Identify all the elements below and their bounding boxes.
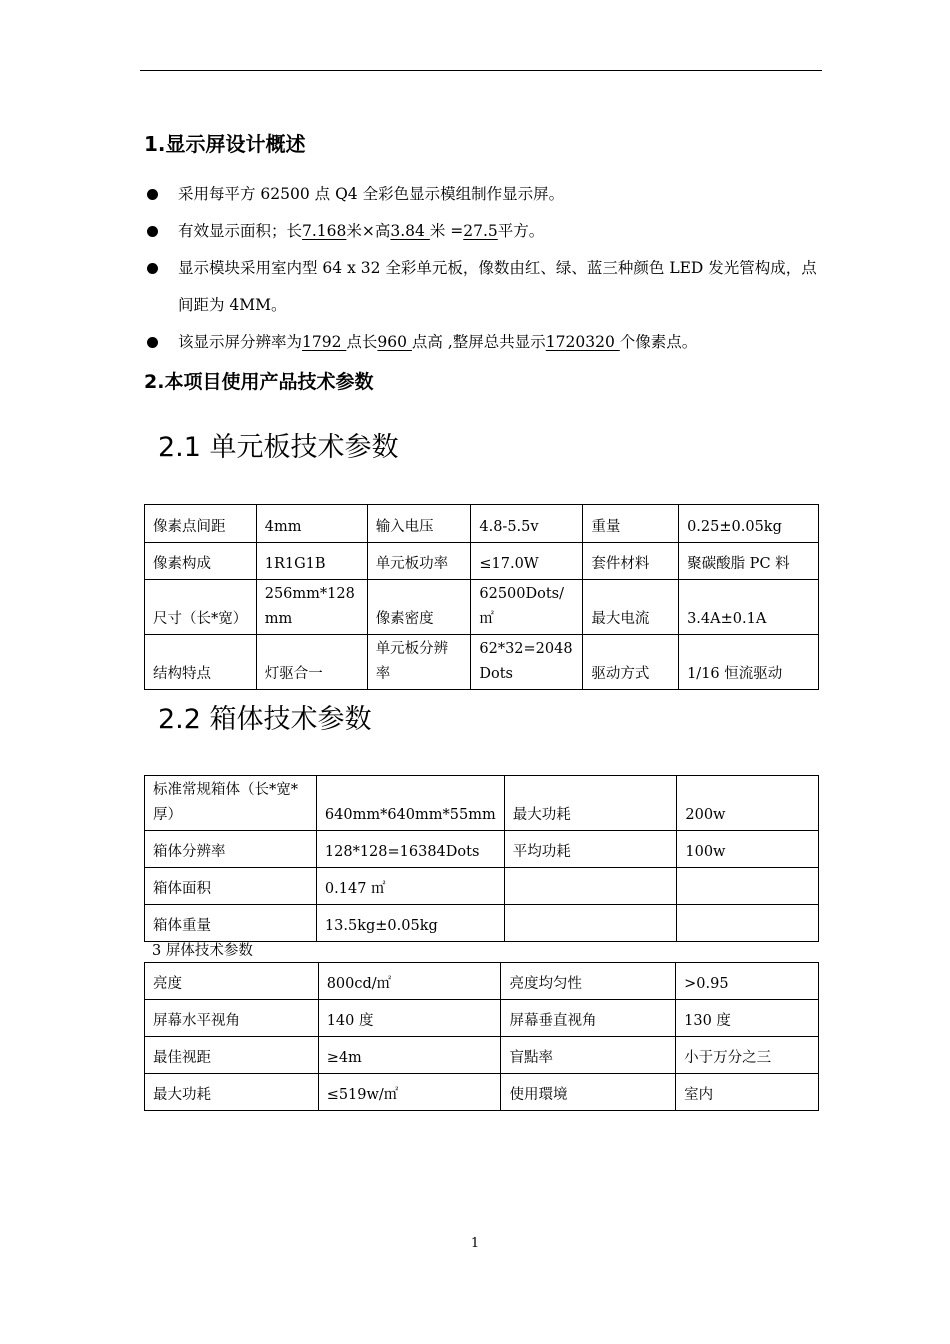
table-cell: 像素点间距 [145, 505, 257, 543]
resolution-width-value: 1792 [302, 333, 347, 351]
bullet-item: 采用每平方 62500 点 Q4 全彩色显示模组制作显示屏。 [144, 176, 824, 213]
table-cell: 亮度均匀性 [501, 963, 676, 1000]
table-row [145, 963, 819, 1000]
table-cell: 标准常规箱体（长*宽*厚） [145, 776, 317, 831]
table-cell: 最大电流 [583, 580, 679, 635]
table-cell: 4.8-5.5v [471, 505, 583, 543]
table-cell: 0.147 ㎡ [316, 868, 504, 905]
bullet-dot-icon [147, 189, 158, 200]
table-cell: 200w [677, 776, 819, 831]
table-cell: 平均功耗 [504, 831, 677, 868]
table-cell: 屏幕水平视角 [145, 1000, 319, 1037]
table-cell: 像素构成 [145, 543, 257, 580]
section-1-heading: 1.显示屏设计概述 [144, 132, 306, 156]
table-cell: 256mm*128 mm [256, 580, 367, 635]
screen-length-value: 7.168 [302, 222, 347, 240]
table-cell: 尺寸（长*宽） [145, 580, 257, 635]
table-cell: 灯驱合一 [256, 635, 367, 690]
table-cell: 最佳视距 [145, 1037, 319, 1074]
table-cell: ≥4m [318, 1037, 501, 1074]
table-cell [504, 868, 677, 905]
resolution-height-value: 960 [377, 333, 412, 351]
table-cell: 3.4A±0.1A [679, 580, 819, 635]
bullet-dot-icon [147, 337, 158, 348]
screen-area-value: 27.5 [463, 222, 498, 240]
table-cell: 62*32=2048 Dots [471, 635, 583, 690]
table-cell: 13.5kg±0.05kg [316, 905, 504, 942]
table-cell: 单元板分辨率 [367, 635, 471, 690]
section-2-1-heading: 2.1 单元板技术参数 [158, 432, 399, 463]
bullet-item: 显示模块采用室内型 64 x 32 全彩单元板，像数由红、绿、蓝三种颜色 LED 发光管构成，点间距为 4MM。 [144, 250, 824, 324]
table-cell: 640mm*640mm*55mm [316, 776, 504, 831]
table-cell: 套件材料 [583, 543, 679, 580]
table-cell: 箱体面积 [145, 868, 317, 905]
table-row [145, 868, 819, 905]
bullet-dot-icon [147, 226, 158, 237]
total-pixels-value: 1720320 [545, 333, 620, 351]
table-row [145, 635, 819, 690]
table-cell: 输入电压 [367, 505, 471, 543]
table-cell: 亮度 [145, 963, 319, 1000]
table-cell: 最大功耗 [145, 1074, 319, 1111]
table-cell: 聚碳酸脂 PC 料 [679, 543, 819, 580]
table-cell: 0.25±0.05kg [679, 505, 819, 543]
page-number: 1 [470, 1236, 480, 1251]
table-cell: 驱动方式 [583, 635, 679, 690]
table-cell: 128*128=16384Dots [316, 831, 504, 868]
bullet-item: 有效显示面积；长7.168米×高3.84 米 =27.5平方。 [144, 213, 824, 250]
table-cell: 100w [677, 831, 819, 868]
table-row [145, 831, 819, 868]
table-cell: 1R1G1B [256, 543, 367, 580]
table-cell [677, 905, 819, 942]
screen-height-value: 3.84 [390, 222, 430, 240]
table-cell: 62500Dots/㎡ [471, 580, 583, 635]
table-cell: 室内 [676, 1074, 819, 1111]
table-row [145, 905, 819, 942]
table-cell [504, 905, 677, 942]
unit-board-spec-table [144, 504, 819, 690]
table-cell: 最大功耗 [504, 776, 677, 831]
table-row [145, 776, 819, 831]
table-cell: 箱体分辨率 [145, 831, 317, 868]
table-cell: 盲點率 [501, 1037, 676, 1074]
table-cell: 结构特点 [145, 635, 257, 690]
header-rule [140, 70, 822, 71]
table-cell: ≤519w/㎡ [318, 1074, 501, 1111]
cabinet-spec-table [144, 775, 819, 942]
table-cell: 单元板功率 [367, 543, 471, 580]
table-row [145, 505, 819, 543]
table-cell: 140 度 [318, 1000, 501, 1037]
table-cell: 箱体重量 [145, 905, 317, 942]
table-cell [677, 868, 819, 905]
overview-bullet-list [144, 176, 824, 361]
table-row [145, 580, 819, 635]
table-row [145, 1000, 819, 1037]
table-row [145, 543, 819, 580]
section-2-heading: 2.本项目使用产品技术参数 [144, 371, 374, 393]
table-cell: >0.95 [676, 963, 819, 1000]
table-cell: 像素密度 [367, 580, 471, 635]
table-cell: 小于万分之三 [676, 1037, 819, 1074]
table-row [145, 1074, 819, 1111]
table-cell: 4mm [256, 505, 367, 543]
table-cell: 1/16 恒流驱动 [679, 635, 819, 690]
table-cell: 130 度 [676, 1000, 819, 1037]
screen-spec-caption: 3 屏体技术参数 [152, 943, 253, 959]
table-cell: 使用環境 [501, 1074, 676, 1111]
table-cell: 800cd/㎡ [318, 963, 501, 1000]
section-2-2-heading: 2.2 箱体技术参数 [158, 704, 372, 735]
table-cell: ≤17.0W [471, 543, 583, 580]
table-cell: 重量 [583, 505, 679, 543]
screen-spec-table [144, 962, 819, 1111]
table-cell: 屏幕垂直视角 [501, 1000, 676, 1037]
table-row [145, 1037, 819, 1074]
bullet-item: 该显示屏分辨率为1792 点长960 点高 ,整屏总共显示1720320 个像素点。 [144, 324, 824, 361]
bullet-dot-icon [147, 263, 158, 274]
